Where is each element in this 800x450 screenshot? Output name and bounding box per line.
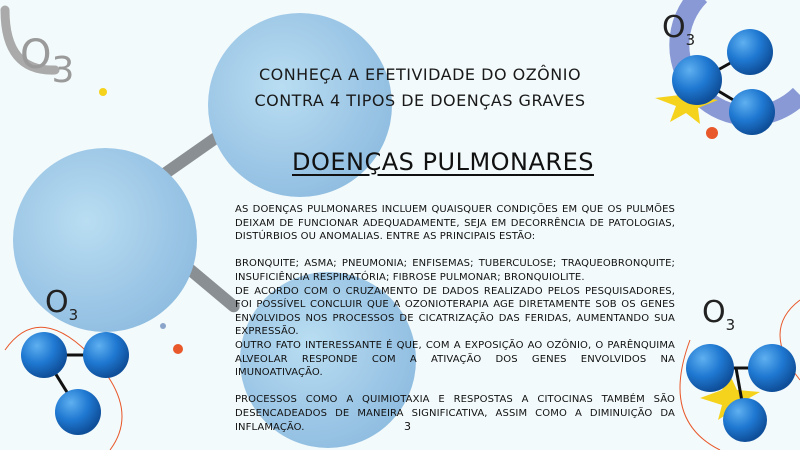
orange-dot — [173, 344, 183, 354]
o3-label-bottom-right: O3 — [702, 295, 736, 334]
small-blue-dot — [160, 323, 166, 329]
o3-label-bottom-left: O3 — [45, 285, 79, 324]
yellow-dot — [99, 88, 107, 96]
bottom-right-molecule — [680, 300, 800, 450]
o3-label-top-right: O3 — [662, 10, 696, 49]
slide-header — [230, 62, 610, 114]
o3-label-top-left: O3 — [20, 32, 75, 91]
header-line-1: CONHEÇA A EFETIVIDADE DO OZÔNIO — [258, 65, 582, 84]
page-number: 3 — [404, 420, 411, 433]
paragraph-processes: PROCESSOS COMO A QUIMIOTAXIA E RESPOSTAS A CITOCINAS TAMBÉM SÃO DESENCADEADOS DE MANEIRA SIGNIFICATIVA, ASSIM COMO A DIMINUIÇÃO DA INFLAMAÇÃO. — [235, 394, 675, 433]
section-title: DOENÇAS PULMONARES — [292, 148, 594, 176]
paragraph-research: DE ACORDO COM O CRUZAMENTO DE DADOS REALIZADO PELOS PESQUISADORES, FOI POSSÍVEL CONCLUIR QUE A OZONIOTERAPIA AGE DIRETAMENTE SOB OS GENES ENVOLVIDOS NOS PROCESSOS DE CICATRIZAÇÃO DAS FERIDAS, AUMENTANDO SUA EXPRESSÃO. — [235, 285, 675, 338]
paragraph-alveolar: OUTRO FATO INTERESSANTE É QUE, COM A EXPOSIÇÃO AO OZÔNIO, O PARÊNQUIMA ALVEOLAR RESPONDE COM A ATIVAÇÃO DOS GENES ENVOLVIDOS NA IMUNOATIVAÇÃO. — [235, 339, 675, 379]
intro-paragraph: AS DOENÇAS PULMONARES INCLUEM QUAISQUER CONDIÇÕES EM QUE OS PULMÕES DEIXAM DE FUNCIONAR ADEQUADAMENTE, SEJA EM DECORRÊNCIA DE PATOLOGIAS, DISTÚRBIOS OU ANOMALIAS. ENTRE AS PRINCIPAIS ESTÃO: — [235, 204, 675, 243]
disease-list: BRONQUITE; ASMA; PNEUMONIA; ENFISEMAS; TUBERCULOSE; TRAQUEOBRONQUITE; INSUFICIÊNCIA RESPIRATÓRIA; FIBROSE PULMONAR; BRONQUIOLITE. — [235, 258, 675, 283]
bottom-left-molecule — [5, 327, 129, 450]
header-line-2: CONTRA 4 TIPOS DE DOENÇAS GRAVES — [254, 91, 586, 110]
body-text — [235, 203, 675, 434]
